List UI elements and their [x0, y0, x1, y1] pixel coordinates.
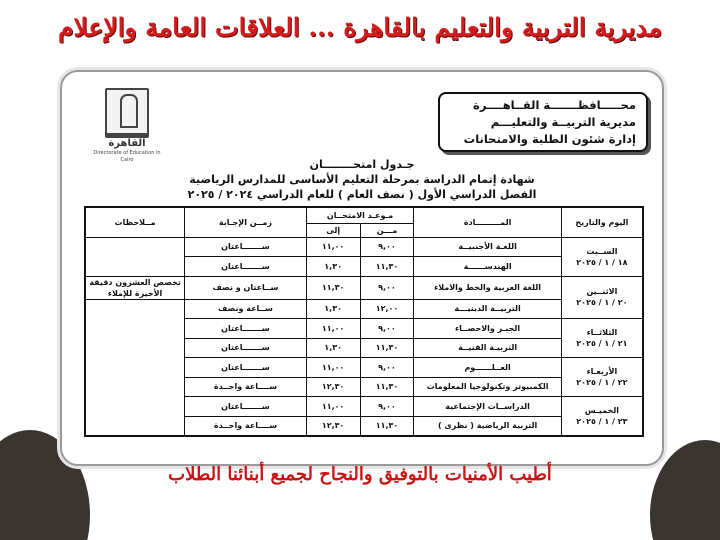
schedule-heading: [172, 158, 552, 202]
day-cell: [561, 276, 643, 319]
header-exam-time: مـوعـد الامتحــان: [306, 207, 414, 224]
subject-cell: اللغـة الأجنبيــة: [414, 237, 561, 257]
exam-table: [84, 206, 644, 437]
schedule-title: جـدول امتحــــــــان: [309, 158, 415, 171]
to-cell: ١,٣٠: [306, 338, 360, 358]
header-subject: المـــــــــادة: [414, 207, 561, 237]
day-name: الاثنــين: [586, 287, 618, 297]
wishes-footer: أطيب الأمنيات بالتوفيق والنجاح لجميع أبنائنا الطلاب: [168, 464, 552, 485]
from-cell: ١١,٣٠: [360, 338, 414, 358]
duration-cell: ســـــــاعتان: [185, 358, 307, 378]
from-cell: ١١,٣٠: [360, 257, 414, 277]
from-cell: ٩,٠٠: [360, 358, 414, 378]
header-from: مـــن: [360, 224, 414, 237]
day-date: ٢٠ / ١ / ٢٠٢٥: [576, 298, 628, 308]
subject-cell: التربية الرياضية ( نظرى ): [414, 416, 561, 436]
ministry-header-box: [438, 92, 648, 152]
directorate-label: مديرية التربيــة والتعليـــم: [490, 115, 636, 129]
duration-cell: ســـــــاعتان: [185, 397, 307, 417]
to-cell: ١١,٠٠: [306, 319, 360, 339]
day-cell: [561, 237, 643, 276]
subject-cell: العــلــــــوم: [414, 358, 561, 378]
from-cell: ٩,٠٠: [360, 237, 414, 257]
subject-cell: التربيــة الدينيـــة: [414, 299, 561, 319]
subject-cell: الدراســات الإجتماعية: [414, 397, 561, 417]
to-cell: ١,٣٠: [306, 299, 360, 319]
day-name: الخميـس: [584, 405, 619, 415]
to-cell: ١,٣٠: [306, 257, 360, 277]
day-date: ٢٣ / ١ / ٢٠٢٥: [576, 416, 628, 426]
schedule-card: [60, 70, 664, 466]
day-cell: [561, 358, 643, 397]
duration-cell: ســـــــاعتان: [185, 338, 307, 358]
logo-english-text: Directorate of Education in Cairo: [93, 150, 161, 163]
table-row: [85, 237, 643, 257]
certificate-line: شهادة إتمام الدراسة بمرحلة التعليم الأساسى للمدارس الرياضية: [189, 173, 535, 186]
to-cell: ١١,٣٠: [306, 276, 360, 299]
subject-cell: الكمبيوتر وتكنولوجيا المعلومات: [414, 377, 561, 397]
header-notes: مــلاحظات: [85, 207, 185, 237]
day-name: الســبت: [586, 246, 618, 256]
from-cell: ٩,٠٠: [360, 397, 414, 417]
duration-cell: ســــاعة واحــدة: [185, 377, 307, 397]
duration-cell: ســـــــاعتان: [185, 257, 307, 277]
department-label: إدارة شئون الطلبة والامتحانات: [463, 132, 636, 146]
day-date: ٢١ / ١ / ٢٠٢٥: [576, 339, 628, 348]
from-cell: ١١,٣٠: [360, 377, 414, 397]
from-cell: ١٢,٠٠: [360, 299, 414, 319]
day-cell: [561, 397, 643, 436]
to-cell: ١٢,٣٠: [306, 416, 360, 436]
subject-cell: الجبـر والاحصــاء: [414, 319, 561, 339]
duration-cell: ســــاعة واحــدة: [185, 416, 307, 436]
duration-cell: ســـــــاعتان: [185, 319, 307, 339]
header-day-date: اليوم والتاريخ: [561, 207, 643, 237]
directorate-logo: [92, 88, 162, 163]
table-row: [85, 299, 643, 319]
header-duration: زمــن الإجـابة: [185, 207, 307, 237]
page-banner: مديرية التربية والتعليم بالقاهرة ... العلاقات العامة والإعلام: [58, 13, 662, 42]
to-cell: ١١,٠٠: [306, 397, 360, 417]
logo-emblem-icon: [105, 88, 149, 138]
to-cell: ١٢,٣٠: [306, 377, 360, 397]
duration-cell: ســـــــاعتان: [185, 237, 307, 257]
logo-arabic-text: القاهرة: [108, 138, 146, 149]
to-cell: ١١,٠٠: [306, 237, 360, 257]
notes-cell: [85, 299, 185, 436]
header-to: إلى: [306, 224, 360, 237]
from-cell: ٩,٠٠: [360, 276, 414, 299]
notes-cell: [85, 237, 185, 276]
from-cell: ٩,٠٠: [360, 319, 414, 339]
day-date: ١٨ / ١ / ٢٠٢٥: [576, 257, 628, 267]
day-cell: [561, 319, 643, 358]
subject-cell: اللغة العربية والخط والاملاء: [414, 276, 561, 299]
subject-cell: الهندســــــة: [414, 257, 561, 277]
day-name: الثلاثــاء: [586, 328, 618, 337]
term-line: الفصل الدراسي الأول ( نصف العام ) للعام الدراسي ٢٠٢٤ / ٢٠٢٥: [187, 188, 537, 201]
governorate-label: محـــــافظـــــــة القــاهــــرة: [473, 98, 636, 112]
day-date: ٢٢ / ١ / ٢٠٢٥: [576, 378, 628, 387]
subject-cell: التربيـة الفنيــة: [414, 338, 561, 358]
duration-cell: ســاعة ونصف: [185, 299, 307, 319]
table-row: [85, 276, 643, 299]
day-name: الأربعـاء: [586, 367, 618, 376]
to-cell: ١١,٠٠: [306, 358, 360, 378]
from-cell: ١١,٣٠: [360, 416, 414, 436]
dictation-note: تخصص العشرون دقيقة الأخيرة للإملاء: [85, 276, 185, 299]
duration-cell: ســاعتان و نصف: [185, 276, 307, 299]
